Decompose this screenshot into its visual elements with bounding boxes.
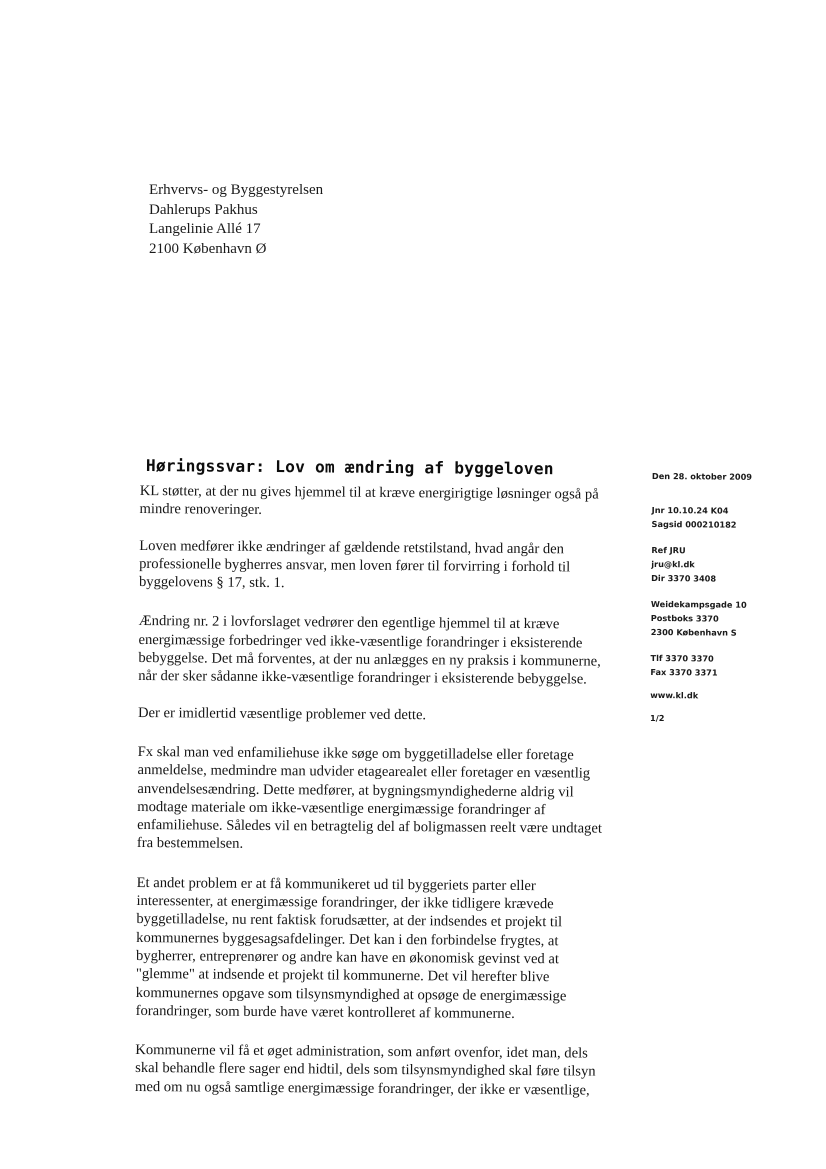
paragraph-line: professionelle bygherres ansvar, men loven fører til forvirring i forhold til	[139, 555, 571, 576]
paragraph-line: Et andet problem er at få kommunikeret ud til byggeriets parter eller	[136, 874, 536, 894]
paragraph-3	[138, 612, 619, 689]
recipient-building: Dahlerups Pakhus	[149, 201, 258, 218]
paragraph-line: enfamiliehuse. Således vil en betragtelig del af boligmassen reelt være undtaget	[137, 817, 602, 837]
page-number: 1/2	[650, 712, 665, 724]
paragraph-line: modtage materiale om ikke-væsentlige energimæssige forandringer af	[137, 798, 546, 819]
paragraph-line: fra bestemmelsen.	[136, 835, 244, 853]
paragraph-line: KL støtter, at der nu gives hjemmel til at kræve energirigtige løsninger også på	[139, 482, 599, 503]
website-link[interactable]: www.kl.dk	[650, 689, 699, 701]
phone-number: Tlf 3370 3370	[650, 652, 714, 664]
paragraph-line: Der er imidlertid væsentlige problemer ved dette.	[137, 704, 427, 723]
paragraph-6	[136, 874, 617, 1024]
paragraph-line: energimæssige forbedringer ved ikke-væsentlige forandringer i eksisterende	[138, 631, 583, 652]
paragraph-line: forandringer, som burde have været kontrolleret af kommunerne.	[135, 1002, 515, 1022]
paragraph-line: når der sker sådanne ikke-væsentlige forandringer i eksisterende bebyggelse.	[138, 668, 587, 688]
paragraph-line: Ændring nr. 2 i lovforslaget vedrører den egentlige hjemmel til at kræve	[138, 613, 560, 633]
paragraph-7	[135, 1041, 615, 1100]
paragraph-line: med om nu også samtlige energimæssige forandringer, der ikke er væsentlige,	[134, 1078, 590, 1099]
email-link[interactable]: jru@kl.dk	[651, 558, 695, 570]
letter-title: Høringssvar: Lov om ændring af byggeloven	[145, 456, 554, 479]
paragraph-line: interessenter, at energimæssige forandringer, der ikke tidligere krævede	[136, 893, 554, 913]
sender-city: 2300 København S	[650, 626, 737, 638]
paragraph-line: kommunernes byggesagsafdelinger. Det kan i den forbindelse frygtes, at	[136, 929, 559, 949]
paragraph-line: Kommunerne vil få et øget administration, som anført ovenfor, idet man, dels	[135, 1042, 588, 1062]
paragraph-line: bygherrer, entreprenører og andre kan have en økonomisk gevinst ved at	[136, 947, 560, 968]
paragraph-line: anvendelsesændring. Dette medfører, at bygningsmyndighederne aldrig vil	[137, 780, 574, 800]
paragraph-line: kommunernes opgave som tilsynsmyndighed at opsøge de energimæssige	[135, 984, 567, 1004]
recipient-street: Langelinie Allé 17	[149, 221, 261, 237]
journal-number: Jnr 10.10.24 K04	[651, 504, 729, 516]
recipient-postal: 2100 København Ø	[149, 240, 267, 257]
paragraph-5	[137, 743, 618, 857]
recipient-address	[149, 181, 323, 259]
case-id: Sagsid 000210182	[651, 518, 737, 530]
sender-street: Weidekampsgade 10	[650, 598, 747, 610]
sender-box: Postboks 3370	[650, 612, 719, 624]
paragraph-line: byggetilladelse, nu rent faktisk forudsætter, at der indsendes et projekt til	[136, 911, 563, 931]
direct-phone: Dir 3370 3408	[651, 572, 717, 584]
paragraph-line: mindre renoveringer.	[139, 501, 263, 519]
reference: Ref JRU	[651, 544, 686, 556]
fax-number: Fax 3370 3371	[650, 666, 718, 678]
letter-date: Den 28. oktober 2009	[651, 470, 753, 482]
sender-sidebar	[650, 469, 752, 726]
paragraph-line: anmeldelse, medmindre man udvider etagearealet eller foretager en væsentlig	[137, 762, 591, 782]
paragraph-line: bebyggelse. Det må forventes, at der nu anlægges en ny praksis i kommunerne,	[138, 650, 601, 670]
paragraph-4	[138, 704, 618, 726]
paragraph-line: "glemme" at indsende et projekt til kommunerne. Det vil herefter blive	[135, 966, 550, 986]
paragraph-line: skal behandle flere sager end hidtil, dels som tilsynsmyndighed skal føre tilsyn	[135, 1060, 596, 1081]
letter-body	[135, 456, 620, 1100]
paragraph-line: byggelovens § 17, stk. 1.	[138, 574, 285, 592]
paragraph-1	[140, 482, 620, 522]
paragraph-2	[139, 537, 619, 596]
paragraph-line: Fx skal man ved enfamiliehuse ikke søge om byggetilladelse eller foretage	[137, 743, 574, 764]
recipient-name: Erhvervs- og Byggestyrelsen	[149, 182, 324, 198]
paragraph-line: Loven medfører ikke ændringer af gældende retstilstand, hvad angår den	[139, 537, 565, 557]
